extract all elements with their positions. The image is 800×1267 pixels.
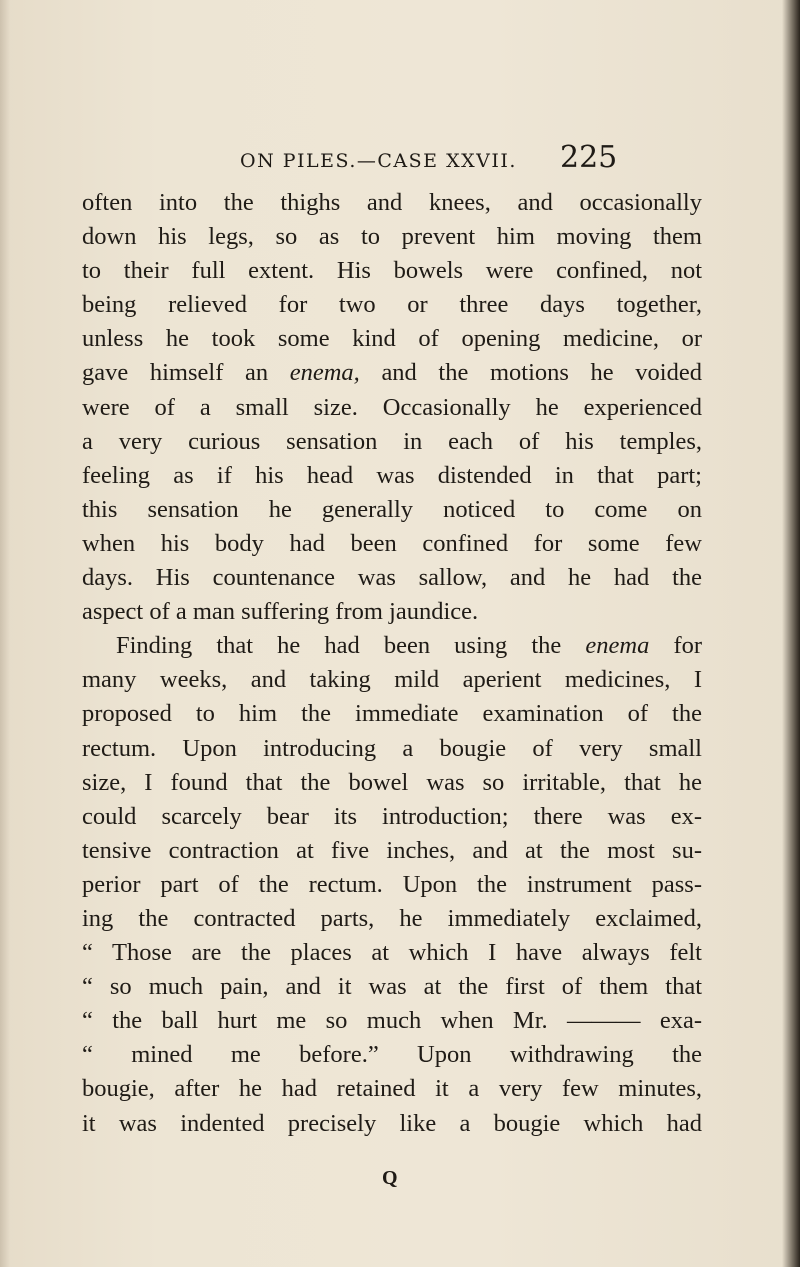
text-line: perior part of the rectum. Upon the instrument pass- xyxy=(82,870,702,898)
text-segment: Finding that he had been using the xyxy=(116,632,562,660)
text-line: were of a small size. Occasionally he experienced xyxy=(82,393,702,421)
text-line-with-italic xyxy=(82,356,702,390)
signature-mark: Q xyxy=(382,1167,398,1189)
text-line: unless he took some kind of opening medicine, or xyxy=(82,325,702,353)
text-line: proposed to him the immediate examination of the xyxy=(82,700,702,728)
running-head xyxy=(228,140,628,176)
running-title: ON PILES.—CASE XXVII. xyxy=(240,150,517,172)
italic-term: enema xyxy=(585,632,650,660)
text-line: it was indented precisely like a bougie which had xyxy=(82,1109,702,1137)
text-line: rectum. Upon introducing a bougie of very small xyxy=(82,734,702,762)
text-segment: and the motions he voided xyxy=(381,359,702,387)
page-fold-shadow xyxy=(0,0,10,1267)
text-line: being relieved for two or three days together, xyxy=(82,291,702,319)
quoted-line: “ the ball hurt me so much when Mr. ——— exa- xyxy=(82,1007,702,1035)
text-line: size, I found that the bowel was so irritable, that he xyxy=(82,768,702,796)
text-line: could scarcely bear its introduction; there was ex- xyxy=(82,802,702,830)
page-edge-shadow xyxy=(782,0,800,1267)
italic-term: enema, xyxy=(289,359,360,387)
quoted-line: “ mined me before.” Upon withdrawing the xyxy=(82,1041,702,1069)
page-number: 225 xyxy=(560,140,618,175)
text-line: bougie, after he had retained it a very few minutes, xyxy=(82,1075,702,1103)
text-line: this sensation he generally noticed to come on xyxy=(82,495,702,523)
text-line: feeling as if his head was distended in that part; xyxy=(82,461,702,489)
body-text xyxy=(82,186,702,1141)
text-line: days. His countenance was sallow, and he had the xyxy=(82,564,702,592)
text-segment: for xyxy=(673,632,703,660)
text-segment: gave himself an xyxy=(82,359,269,387)
text-line: when his body had been confined for some few xyxy=(82,529,702,557)
text-line: ing the contracted parts, he immediately exclaimed, xyxy=(82,904,702,932)
text-line: to their full extent. His bowels were confined, not xyxy=(82,257,702,285)
quoted-line: “ Those are the places at which I have always felt xyxy=(82,939,702,967)
text-line: aspect of a man suffering from jaundice. xyxy=(82,598,479,626)
text-line: often into the thighs and knees, and occasionally xyxy=(82,189,702,216)
text-line: many weeks, and taking mild aperient medicines, I xyxy=(82,666,702,694)
quoted-line: “ so much pain, and it was at the first of them that xyxy=(82,973,702,1001)
text-line-with-italic xyxy=(82,629,702,663)
text-line: tensive contraction at five inches, and at the most su- xyxy=(82,836,702,864)
text-line: down his legs, so as to prevent him moving them xyxy=(82,223,702,251)
text-line: a very curious sensation in each of his temples, xyxy=(82,427,702,455)
